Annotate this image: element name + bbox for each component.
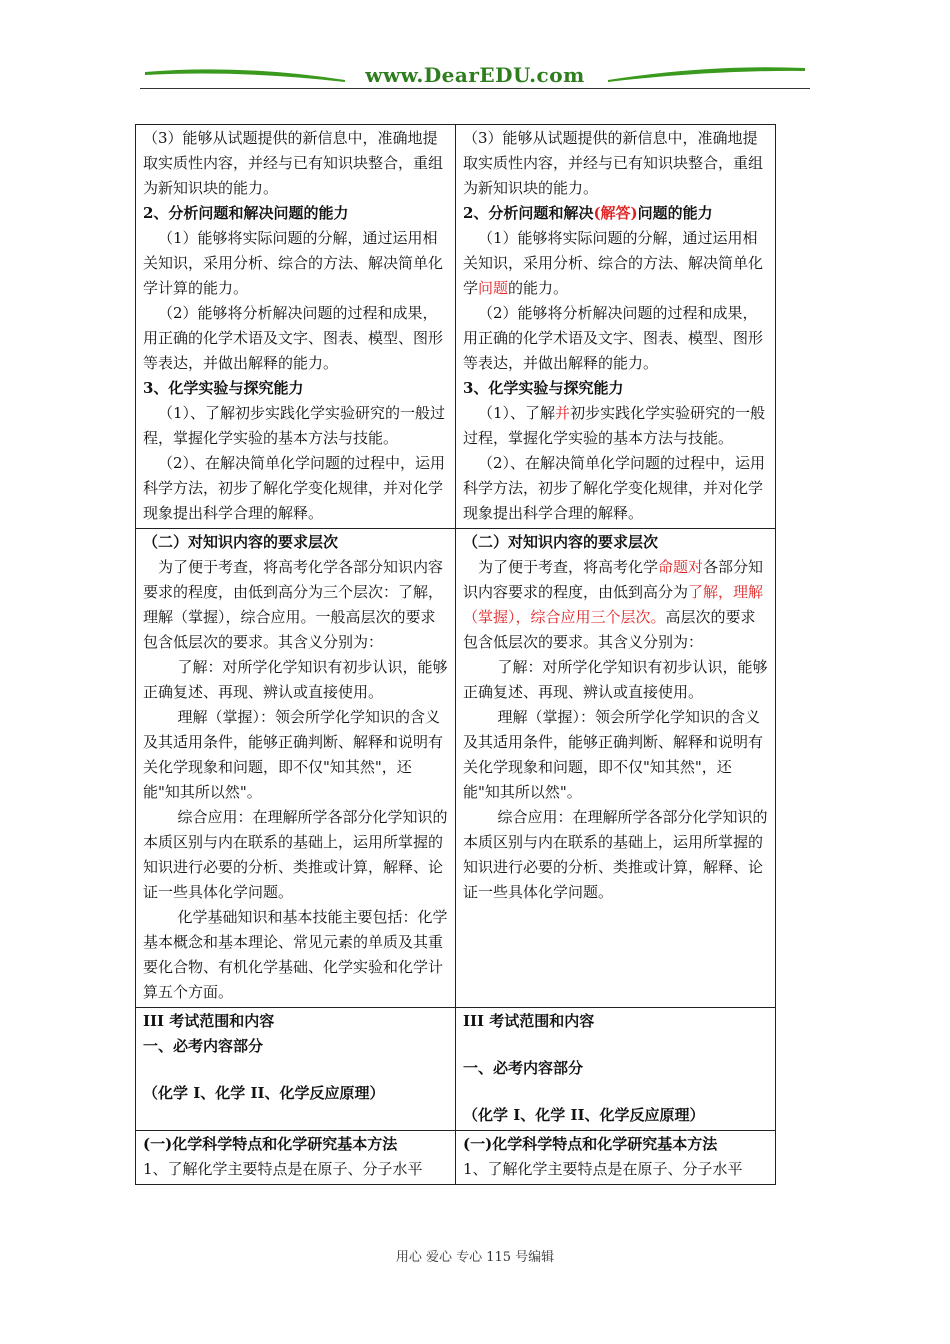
paragraph: 了解：对所学化学知识有初步认识，能够正确复述、再现、辨认或直接使用。 <box>463 658 768 701</box>
page-header <box>140 60 810 94</box>
table-cell-right <box>456 125 776 529</box>
section-heading: III 考试范围和内容 <box>463 1012 595 1030</box>
table-row <box>136 1008 776 1131</box>
paragraph: （3）能够从试题提供的新信息中，准确地提取实质性内容，并经与已有知识块整合，重组为新知识块的能力。 <box>143 129 444 197</box>
header-rule <box>140 88 810 89</box>
spacer <box>143 1059 448 1081</box>
section-heading: 一、必考内容部分 <box>143 1037 264 1055</box>
table-cell-left <box>136 1131 456 1185</box>
paragraph: 1、了解化学主要特点是在原子、分子水平 <box>463 1160 743 1178</box>
comparison-table <box>135 124 776 1185</box>
table-row <box>136 1131 776 1185</box>
paragraph: 为了便于考查，将高考化学各部分知识内容要求的程度，由低到高分为三个层次：了解，理解（掌握），综合应用。一般高层次的要求包含低层次的要求。其含义分别为： <box>143 558 444 651</box>
spacer <box>463 1081 768 1103</box>
page-footer: 用心 爱心 专心 115 号编辑 <box>395 1250 555 1265</box>
paragraph: （1）、了解初步实践化学实验研究的一般过程，掌握化学实验的基本方法与技能。 <box>143 404 446 447</box>
site-logo[interactable]: www.DearEDU.com <box>365 63 585 87</box>
spacer <box>463 1034 768 1056</box>
table-cell-right <box>456 1131 776 1185</box>
section-heading: （二）对知识内容的要求层次 <box>143 533 339 551</box>
revision-mark: 并 <box>555 404 571 422</box>
paragraph: 综合应用：在理解所学各部分化学知识的本质区别与内在联系的基础上，运用所掌握的知识进行必要的分析、类推或计算，解释、论证一些具体化学问题。 <box>143 808 448 901</box>
section-heading: 3、化学实验与探究能力 <box>143 379 304 397</box>
section-heading: 2、分析问题和解决问题的能力 <box>143 204 349 222</box>
paragraph: 为了便于考查，将高考化学命题对各部分知识内容要求的程度，由低到高分为了解，理解（掌握），综合应用三个层次。高层次的要求包含低层次的要求。其含义分别为： <box>463 558 764 651</box>
section-heading: 2、分析问题和解决(解答)问题的能力 <box>463 204 713 222</box>
paragraph: （2）、在解决简单化学问题的过程中，运用科学方法，初步了解化学变化规律，并对化学现象提出科学合理的解释。 <box>143 454 446 522</box>
paragraph: 综合应用：在理解所学各部分化学知识的本质区别与内在联系的基础上，运用所掌握的知识进行必要的分析、类推或计算，解释、论证一些具体化学问题。 <box>463 808 768 901</box>
paragraph: 1、了解化学主要特点是在原子、分子水平 <box>143 1160 423 1178</box>
section-heading: (一)化学科学特点和化学研究基本方法 <box>463 1135 718 1153</box>
paragraph: 了解：对所学化学知识有初步认识，能够正确复述、再现、辨认或直接使用。 <box>143 658 448 701</box>
table-row <box>136 125 776 529</box>
paragraph: 化学基础知识和基本技能主要包括：化学基本概念和基本理论、常见元素的单质及其重要化合物、有机化学基础、化学实验和化学计算五个方面。 <box>143 908 448 1001</box>
paragraph: （2）能够将分析解决问题的过程和成果，用正确的化学术语及文字、图表、模型、图形等表达，并做出解释的能力。 <box>143 304 444 372</box>
table-row <box>136 529 776 1008</box>
table-cell-left <box>136 529 456 1008</box>
revision-mark: 问题 <box>478 279 509 297</box>
revision-mark: 了解，理解（掌握），综合应用三个层次。 <box>463 583 764 626</box>
section-heading: (一)化学科学特点和化学研究基本方法 <box>143 1135 398 1153</box>
section-heading: （化学 I、化学 II、化学反应原理） <box>143 1084 385 1102</box>
section-heading: 一、必考内容部分 <box>463 1059 584 1077</box>
paragraph: 理解（掌握）：领会所学化学知识的含义及其适用条件，能够正确判断、解释和说明有关化学现象和问题，即不仅"知其然"，还能"知其所以然"。 <box>143 708 444 801</box>
paragraph: （1）、了解并初步实践化学实验研究的一般过程，掌握化学实验的基本方法与技能。 <box>463 404 766 447</box>
section-heading: III 考试范围和内容 <box>143 1012 275 1030</box>
table-cell-left <box>136 1008 456 1131</box>
revision-mark: 命题对 <box>658 558 704 576</box>
paragraph: 理解（掌握）：领会所学化学知识的含义及其适用条件，能够正确判断、解释和说明有关化学现象和问题，即不仅"知其然"，还能"知其所以然"。 <box>463 708 764 801</box>
paragraph: （3）能够从试题提供的新信息中，准确地提取实质性内容，并经与已有知识块整合，重组为新知识块的能力。 <box>463 129 764 197</box>
table-cell-right <box>456 1008 776 1131</box>
table-cell-left <box>136 125 456 529</box>
paragraph: （2）能够将分析解决问题的过程和成果，用正确的化学术语及文字、图表、模型、图形等表达，并做出解释的能力。 <box>463 304 764 372</box>
paragraph: （1）能够将实际问题的分解，通过运用相关知识，采用分析、综合的方法、解决简单化学问题的能力。 <box>463 229 764 297</box>
table-cell-right <box>456 529 776 1008</box>
paragraph: （2）、在解决简单化学问题的过程中，运用科学方法，初步了解化学变化规律，并对化学现象提出科学合理的解释。 <box>463 454 766 522</box>
section-heading: （化学 I、化学 II、化学反应原理） <box>463 1106 705 1124</box>
section-heading: 3、化学实验与探究能力 <box>463 379 624 397</box>
revision-mark: (解答) <box>593 204 638 222</box>
paragraph: （1）能够将实际问题的分解，通过运用相关知识，采用分析、综合的方法、解决简单化学计算的能力。 <box>143 229 444 297</box>
section-heading: （二）对知识内容的要求层次 <box>463 533 659 551</box>
